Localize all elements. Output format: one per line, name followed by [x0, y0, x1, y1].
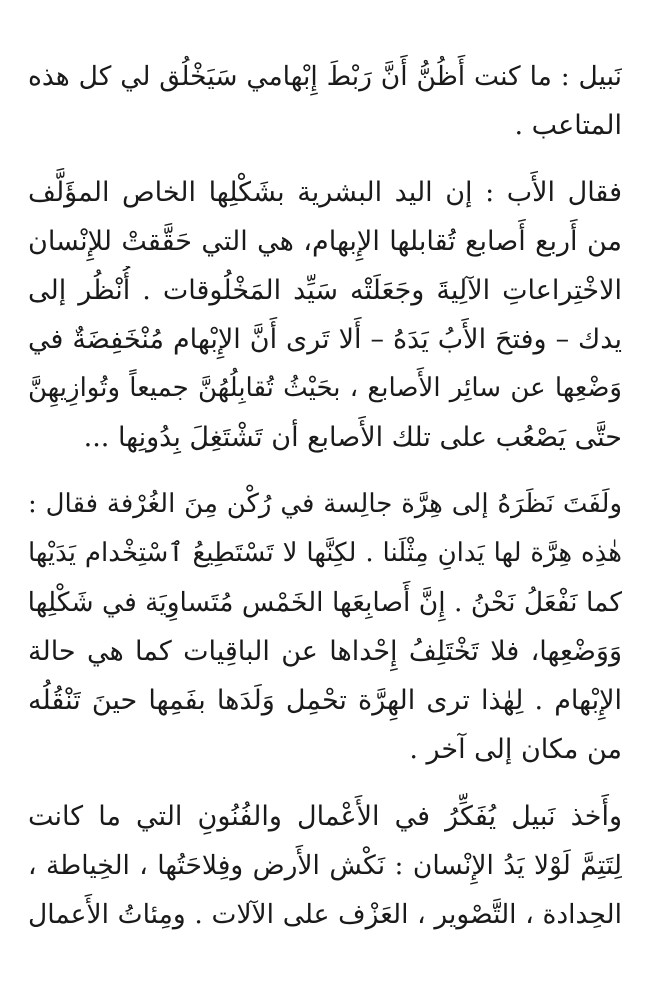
text-line: نَبيل : ما كنت أَظُنُّ أَنَّ رَبْطَ إِبْهامي سَيَخْلُق لي كل هذه [28, 61, 622, 92]
text-line: حتَّى يَصْعُب على تلك الأَصابع أن تَشْتَغِلَ بِدُونِها ... [83, 422, 622, 453]
text-line: هٰذِه هِرَّة لها يَدانِ مِثْلَنا . لكِنَّها لا تَسْتَطِيعُ ٱسْتِخْدام يَدَيْها [28, 538, 622, 568]
text-line: يدك – وفتحَ الأَبُ يَدَهُ – أَلا تَرى أَنَّ الإِبْهام مُنْخَفِضَةٌ في [28, 324, 622, 355]
text-line: وَضْعِها عن سائِر الأَصابع ، بحَيْثُ تُقابِلُهُنَّ جميعاً وتُوازِيهِنَّ [28, 373, 622, 403]
paragraph-3 [28, 480, 622, 774]
paragraph-spacer [28, 150, 622, 168]
text-line: من مكان إلى آخر . [409, 734, 622, 765]
text-line: فقال الأَب : إن اليد البشرية بشَكْلِها الخاص المؤَلَّف [28, 177, 622, 208]
text-line: الحِدادة ، التَّصْوير ، العَزْف على الآلات . ومِئاتُ الأَعمال [28, 899, 622, 930]
text-line: وَوَضْعِها، فلا تَخْتَلِفُ إِحْداها عن الباقِيات كما هي حالة [28, 636, 622, 667]
text-line: من أَربع أَصابع تُقابلها الإِبهام، هي التي حَقَّقتْ للإِنْسان [28, 226, 622, 257]
text-line: لِتَتِمَّ لَوْلا يَدُ الإِنْسان : نَكْش الأَرض وفِلاحَتُها ، الخِياطة ، [28, 850, 622, 881]
paragraph-spacer [28, 462, 622, 480]
paragraph-2 [28, 168, 622, 462]
paragraph-4 [28, 792, 622, 939]
book-page [28, 52, 622, 992]
text-line: ولَفَتَ نَظَرَهُ إلى هِرَّة جالِسة في رُكْن مِنَ الغُرْفة فقال : [28, 489, 622, 519]
paragraph-1 [28, 52, 622, 150]
text-line: المتاعب . [514, 110, 622, 141]
paragraph-spacer [28, 774, 622, 792]
text-line: الإِبْهام . لِهٰذا ترى الهِرَّة تحْمِل وَلَدَها بفَمِها حينَ تَنْقُلُه [28, 685, 622, 716]
text-line: الاخْتِراعاتِ الآلِيةَ وجَعَلَتْه سَيِّد المَخْلُوقات . أُنْظُر إلى [28, 275, 622, 306]
text-line: وأَخذ نَبيل يُفَكِّرُ في الأَعْمال والفُنُونِ التي ما كانت [28, 801, 622, 832]
text-line: كما نَفْعَلُ نَحْنُ . إِنَّ أَصابِعَها الخَمْس مُتَساوِيَة في شَكْلِها [28, 587, 622, 618]
